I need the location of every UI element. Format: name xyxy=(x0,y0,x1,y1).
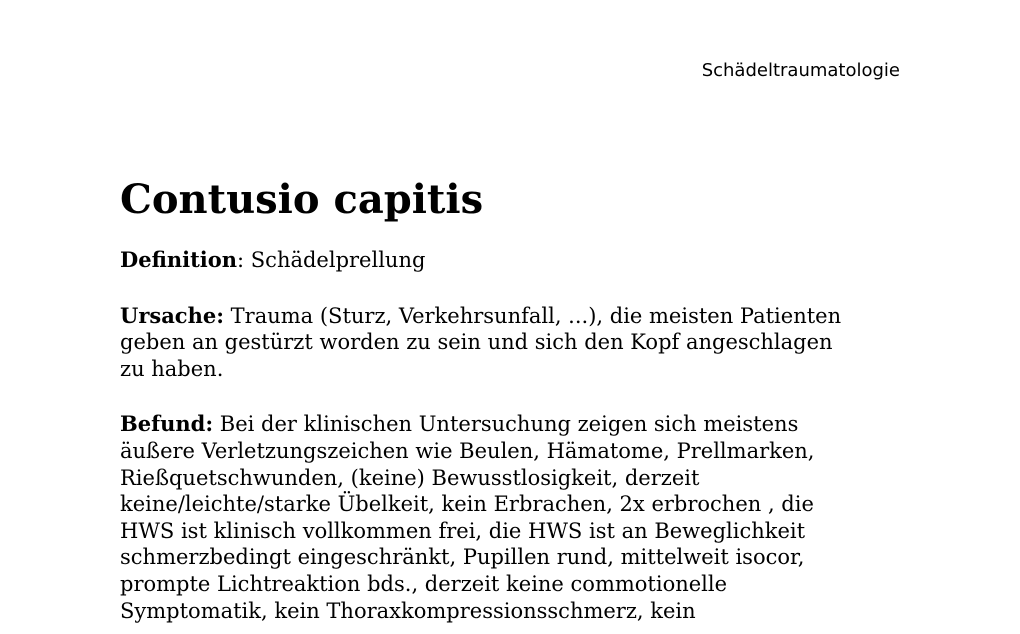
finding-line: prompte Lichtreaktion bds., derzeit keine commotionelle xyxy=(120,571,728,596)
cause-line: geben an gestürzt worden zu sein und sich den Kopf angeschlagen xyxy=(120,330,833,355)
finding-line-text: Bei der klinischen Untersuchung zeigen sich meistens xyxy=(213,412,799,437)
finding-line: Symptomatik, kein Thoraxkompressionsschmerz, kein xyxy=(120,598,696,623)
cause-paragraph xyxy=(120,303,910,383)
running-header: Schädeltraumatologie xyxy=(701,60,900,81)
page-title: Contusio capitis xyxy=(120,176,484,223)
finding-line xyxy=(120,411,910,438)
finding-line: äußere Verletzungszeichen wie Beulen, Hämatome, Prellmarken, xyxy=(120,438,815,463)
finding-paragraph xyxy=(120,411,910,624)
finding-line: schmerzbedingt eingeschränkt, Pupillen rund, mittelweit isocor, xyxy=(120,545,805,570)
definition-label: Definition xyxy=(120,247,238,272)
finding-label: Befund: xyxy=(120,411,214,437)
definition-text: : Schädelprellung xyxy=(237,248,426,272)
cause-line: zu haben. xyxy=(120,356,224,381)
finding-line: keine/leichte/starke Übelkeit, kein Erbrachen, 2x erbrochen , die xyxy=(120,492,814,517)
definition-paragraph xyxy=(120,247,910,274)
finding-line: Rießquetschwunden, (keine) Bewusstlosigkeit, derzeit xyxy=(120,465,700,490)
document-body xyxy=(120,176,910,624)
cause-line-text: Trauma (Sturz, Verkehrsunfall, ...), die meisten Patienten xyxy=(223,303,842,328)
finding-line: HWS ist klinisch vollkommen frei, die HWS ist an Beweglichkeit xyxy=(120,518,806,543)
cause-label: Ursache: xyxy=(120,302,224,328)
cause-line xyxy=(120,303,910,330)
